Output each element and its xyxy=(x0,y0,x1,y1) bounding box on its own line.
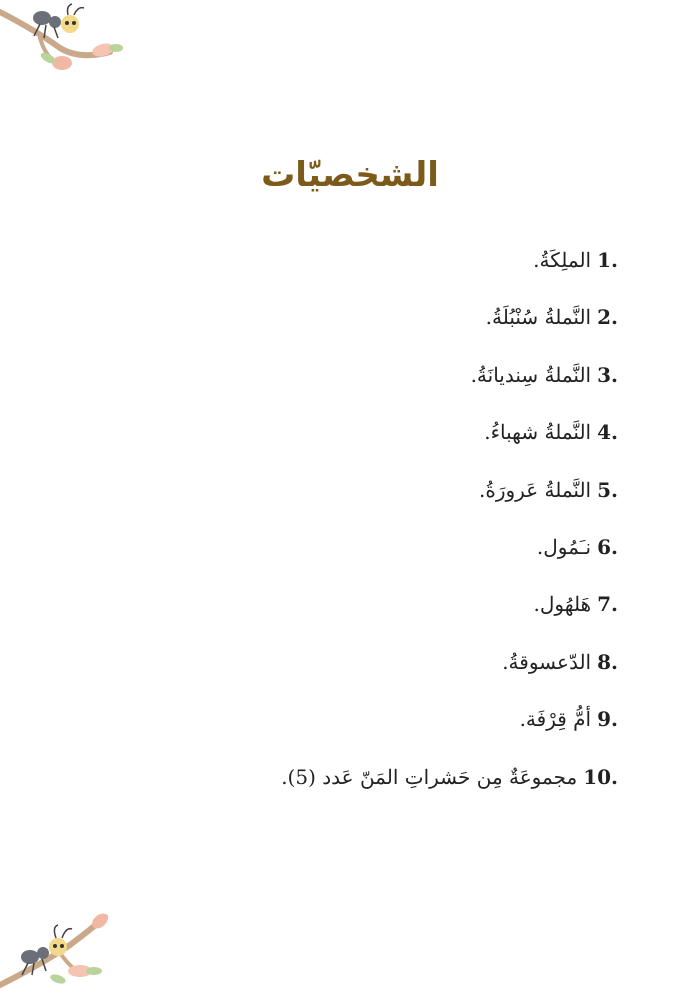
list-item xyxy=(58,305,618,362)
character-name: النَّملةُ شهباءُ. xyxy=(484,420,592,445)
item-number: 5. xyxy=(597,477,618,502)
list-item xyxy=(58,592,618,649)
list-item xyxy=(58,478,618,535)
character-name: هَلهُول. xyxy=(533,592,592,617)
character-name: نـَمُول. xyxy=(536,534,592,559)
character-name: النَّملةُ سِنديانَةُ. xyxy=(470,362,592,387)
item-number: 2. xyxy=(597,305,618,330)
item-number: 8. xyxy=(597,649,618,674)
item-number: 6. xyxy=(597,534,618,559)
list-item xyxy=(58,363,618,420)
character-name: الملِكَةُ. xyxy=(533,248,592,272)
item-number: 3. xyxy=(597,362,618,387)
character-name: مجموعَةٌ مِن حَشراتِ المَنّ عَدد (5). xyxy=(281,764,578,789)
list-item xyxy=(58,535,618,592)
item-number: 10. xyxy=(583,764,618,789)
character-name: الدّعسوقةُ. xyxy=(502,649,592,674)
ant-branch-illustration-bottom xyxy=(0,905,115,1000)
list-item xyxy=(58,650,618,707)
ant-branch-illustration-top xyxy=(0,0,130,80)
list-item xyxy=(58,765,618,822)
character-name: النَّملةُ سُنْبُلَةُ. xyxy=(485,305,592,330)
list-item xyxy=(58,707,618,764)
item-number: 1. xyxy=(597,248,618,272)
item-number: 9. xyxy=(597,707,618,732)
character-name: النَّملةُ عَرورَةُ. xyxy=(479,477,592,502)
characters-list xyxy=(58,248,618,822)
item-number: 4. xyxy=(597,420,618,445)
item-number: 7. xyxy=(597,592,618,617)
character-name: أمُّ قِرْفَة. xyxy=(519,707,592,732)
list-item xyxy=(58,420,618,477)
list-item xyxy=(58,248,618,305)
page-title: الشخصيّات xyxy=(261,154,439,195)
